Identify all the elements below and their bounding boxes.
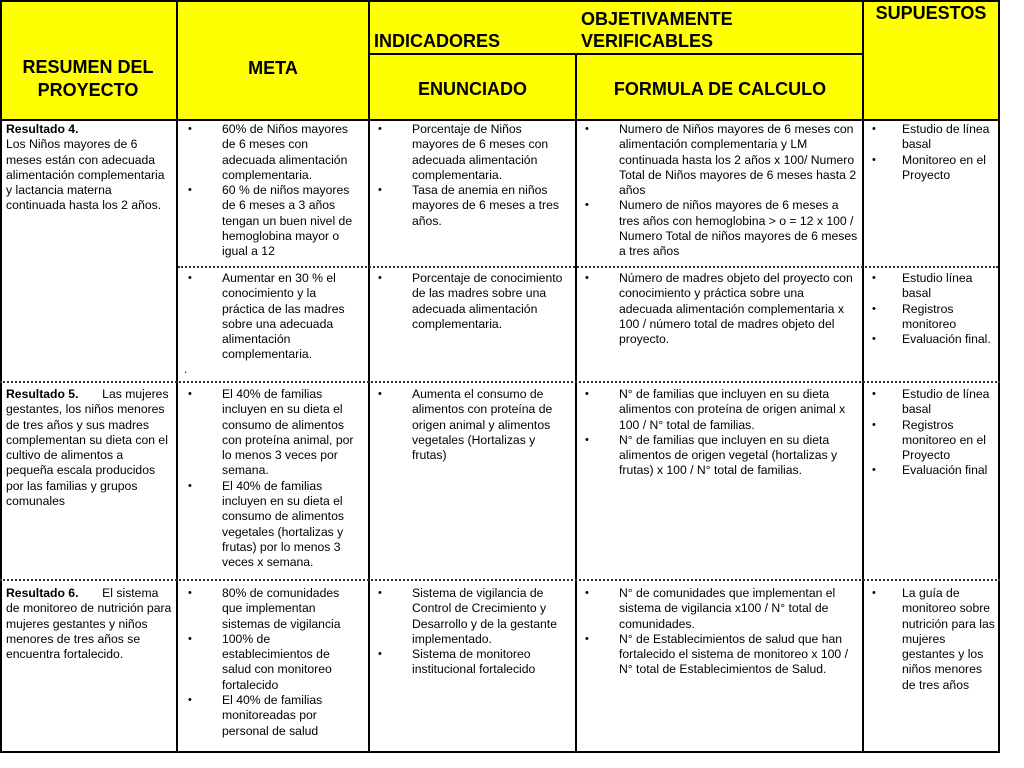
formula-item: • N° de familias que incluyen en su dieta alimentos de origen vegetal (hortalizas y frutas) x 100 / N° total de familias. [579,433,859,479]
formula-item: • Numero de niños mayores de 6 meses a tres años con hemoglobina > o = 12 x 100 / Numero Total de niños mayores de 6 meses a tres años [579,198,859,259]
header-meta: META [248,58,298,78]
meta-item: • El 40% de familias incluyen en su dieta el consumo de alimentos con proteína animal, por lo menos 3 veces por semana. [182,387,362,479]
row-divider [178,266,998,268]
col-divider [176,0,178,753]
row-divider [0,579,1000,581]
formula-item: • N° de comunidades que implementan el sistema de vigilancia x100 / N° total de comunidades. [579,586,859,632]
enunciado-item: • Sistema de monitoreo institucional fortalecido [372,647,570,678]
result-title: Resultado 5. [6,387,79,401]
supuestos-item: • Registros monitoreo en el Proyecto [866,418,996,464]
result-text: Las mujeres gestantes, los niños menores de tres años y sus madres complementan su dieta con el cultivo de alimentos a pequeña escala producidos por las familias y grupos comunales [6,387,169,509]
col-divider [575,54,577,753]
meta-stray-period: . [184,362,188,376]
col-divider [368,0,370,753]
supuestos-item: • Monitoreo en el Proyecto [866,153,996,184]
header-supuestos: SUPUESTOS [875,3,987,23]
supuestos-item: • Estudio de línea basal [866,387,996,418]
row-divider [0,381,1000,383]
formula-cell [579,387,859,479]
meta-item: • Aumentar en 30 % el conocimiento y la práctica de las madres sobre una adecuada alimentación complementaria. [182,271,362,363]
formula-item: • Numero de Niños mayores de 6 meses con alimentación complementaria y LM continuada hasta los 2 años x 100/ Numero Total de Niños mayores de 6 meses hasta 2 años [579,122,859,198]
meta-item: • 60 % de niños mayores de 6 meses a 3 años tengan un buen nivel de hemoglobina mayor o igual a 12 [182,183,362,259]
supuestos-item: • La guía de monitoreo sobre nutrición para las mujeres gestantes y los niños menores de tres años [866,586,996,693]
result-title: Resultado 6. [6,586,79,600]
enunciado-cell [372,271,570,332]
meta-item: • 60% de Niños mayores de 6 meses con adecuada alimentación complementaria. [182,122,362,183]
formula-cell [579,271,859,347]
result-text: Los Niños mayores de 6 meses están con adecuada alimentación complementaria y lactancia materna continuada hasta los 2 años. [6,137,165,213]
supuestos-cell [866,271,996,347]
meta-item: • 100% de establecimientos de salud con monitoreo fortalecido [182,632,362,693]
meta-cell [182,122,362,260]
resumen-resultado-6 [6,586,172,662]
resumen-resultado-5 [6,387,172,509]
supuestos-item: • Evaluación final. [866,332,996,347]
meta-item: • El 40% de familias monitoreadas por personal de salud [182,693,362,739]
header-objetivamente: OBJETIVAMENTE VERIFICABLES [581,9,733,51]
enunciado-cell [372,122,570,229]
supuestos-cell [866,122,996,183]
meta-cell [182,271,362,363]
enunciado-item: • Sistema de vigilancia de Control de Crecimiento y Desarrollo y de la gestante implementado. [372,586,570,647]
supuestos-cell [866,586,996,693]
enunciado-item: • Porcentaje de conocimiento de las madres sobre una adecuada alimentación complementaria. [372,271,570,332]
supuestos-item: • Estudio línea basal [866,271,996,302]
enunciado-item: • Tasa de anemia en niños mayores de 6 meses a tres años. [372,183,570,229]
meta-cell [182,586,362,739]
header-resumen-label: RESUMEN DEL PROYECTO [22,57,154,100]
col-divider [862,0,864,753]
formula-cell [579,122,859,260]
enunciado-item: • Porcentaje de Niños mayores de 6 meses con adecuada alimentación complementaria. [372,122,570,183]
header-bottom [0,119,1000,121]
supuestos-cell [866,387,996,479]
meta-item: • El 40% de familias incluyen en su dieta el consumo de alimentos vegetales (hortalizas y frutas) por lo menos 3 veces x semana. [182,479,362,571]
meta-item: • 80% de comunidades que implementan sistemas de vigilancia [182,586,362,632]
supuestos-item: • Evaluación final [866,463,996,478]
header-subdivider [368,53,864,55]
result-text: El sistema de monitoreo de nutrición para mujeres gestantes y niños menores de tres años se encuentra fortalecido. [6,586,172,662]
formula-cell [579,586,859,678]
formula-item: • N° de familias que incluyen en su dieta alimentos con proteína de origen animal x 100 / N° total de familias. [579,387,859,433]
formula-item: • N° de Establecimientos de salud que han fortalecido el sistema de monitoreo x 100 / N° total de Establecimientos de Salud. [579,632,859,678]
meta-cell [182,387,362,571]
supuestos-item: • Registros monitoreo [866,302,996,333]
supuestos-item: • Estudio de línea basal [866,122,996,153]
header-formula: FORMULA DE CALCULO [613,79,827,99]
result-title: Resultado 4. [6,122,79,136]
header-enunciado: ENUNCIADO [417,79,527,99]
header-indicadores: INDICADORES [374,31,501,51]
formula-item: • Número de madres objeto del proyecto con conocimiento y práctica sobre una adecuada alimentación complementaria x 100 / número total de madres objeto del proyecto. [579,271,859,347]
resumen-resultado-4 [6,122,172,214]
enunciado-cell [372,586,570,678]
enunciado-cell [372,387,570,463]
enunciado-item: • Aumenta el consumo de alimentos con proteína de origen animal y alimentos vegetales (Hortalizas y frutas) [372,387,570,463]
